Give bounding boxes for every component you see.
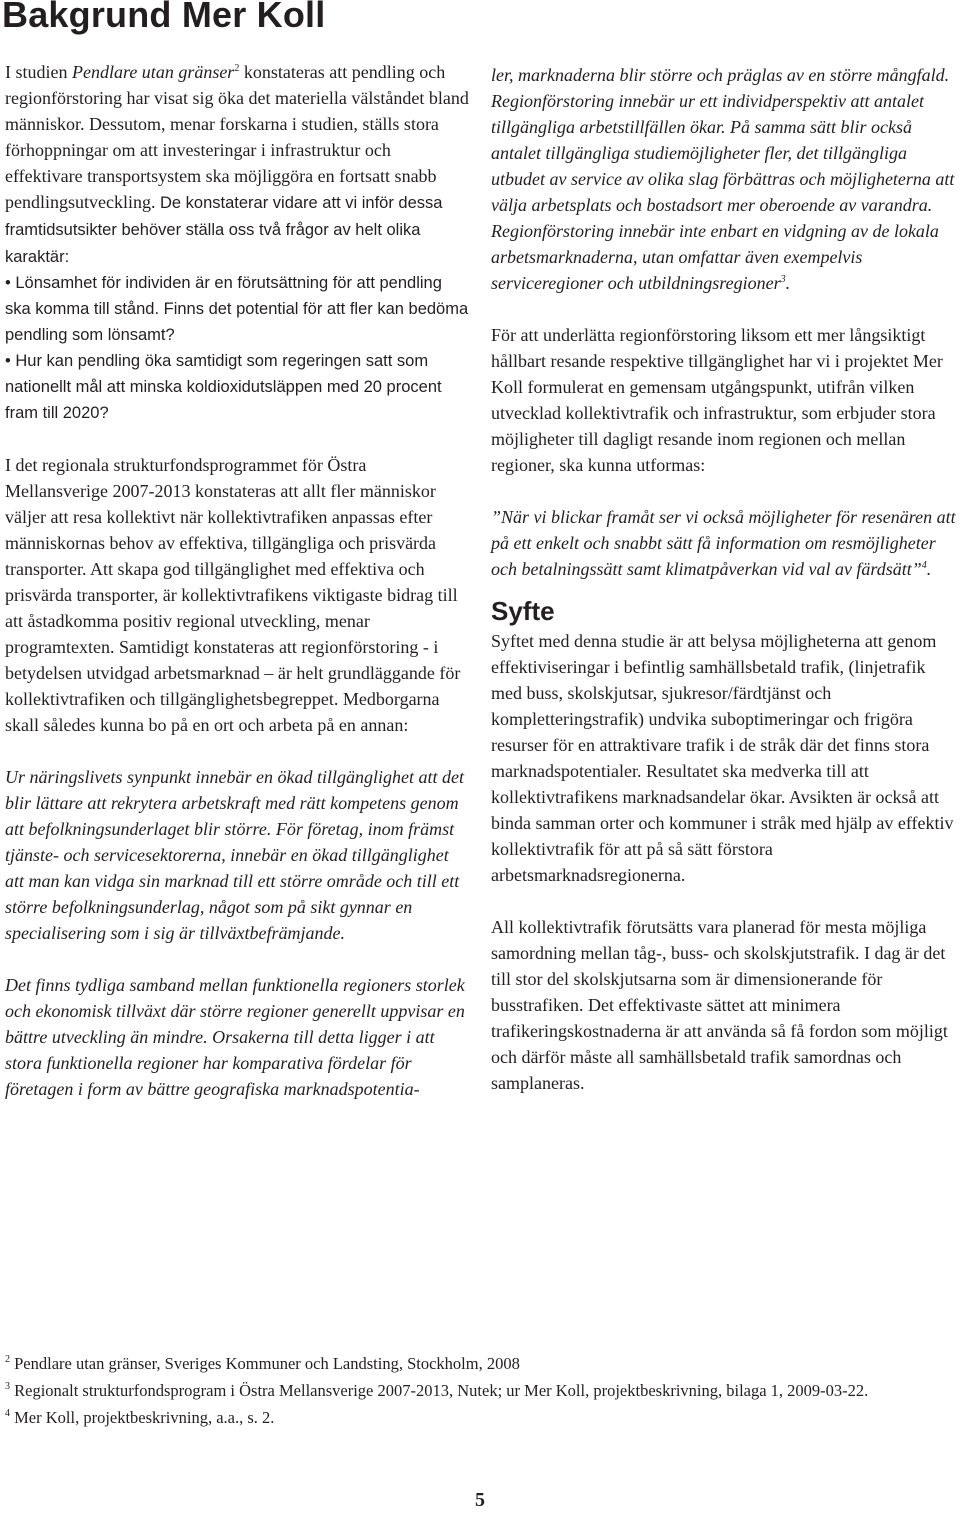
strategy-paragraph: I det regionala strukturfondsprogrammet för Östra Mellansverige 2007-2013 konstateras att allt fler människor väljer att resa kollektivt när kollektivtrafiken anpassas efter människornas behov av effektiva, tillgängliga och prisvärda transporter. Att skapa god tillgänglighet med effektiva och prisvärda transporter, är kollektivtrafikens viktigaste bidrag till att åstadkomma positiv regional utveckling, menar programtexten. Samtidigt konstateras att regionförstoring - i betydelsen utvidgad arbetsmarknad – är helt grundläggande för kollektivtrafiken och tillgänglighetsbegreppet. Medborgarna skall således kunna bo på en ort och arbeta på en annan:: [5, 455, 461, 735]
intro-paragraph: I studien Pendlare utan gränser$^2$ konstateras att pendling och regionförstoring har visat sig öka det materiella välståndet bland människor. Dessutom, menar forskarna i studien, ställs stora förhoppningar om att investeringar i infrastruktur och effektivare transportsystem ska möjliggöra en fortsatt snabb pendlingsutveckling. De konstaterar vidare att vi inför dessa framtidsutsikter behöver ställa oss två frågor av helt olika karaktär:: [5, 62, 469, 266]
footnote-ref-4[interactable]: 4: [921, 560, 927, 571]
section-heading-syfte: Syfte: [491, 596, 555, 626]
page-title: Bakgrund Mer Koll: [2, 0, 326, 35]
footnote-3: $^3$ Regionalt strukturfondsprogram i Östra Mellansverige 2007-2013, Nutek; ur Mer Koll, projektbeskrivning, bilaga 1, 2009-03-22.: [5, 1381, 869, 1400]
study-title: Pendlare utan gränser: [72, 62, 235, 82]
quote-continuation: ler, marknaderna blir större och präglas av en större mångfald. Regionförstoring innebär ur ett individperspektiv att antalet tillgängliga arbetstillfällen ökar. På samma sätt blir också antalet tillgängliga studiemöjligheter fler, det tillgängliga utbudet av service av olika slag förbättras och möjligheterna att välja arbetsplats och bostadsort mer oberoende av varandra. Regionförstoring innebär inte enbart en vidgning av de lokala arbetsmarknaderna, utan omfattar även exempelvis serviceregioner och utbildningsregioner$^3$.: [491, 65, 955, 293]
bullet-item-emissions: • Hur kan pendling öka samtidigt som regeringen satt som nationellt mål att minska koldioxidutsläppen med 20 procent fram till 2020?: [5, 352, 442, 422]
right-column: [491, 62, 957, 1096]
bullet-item-profitability: • Lönsamhet för individen är en förutsättning för att pendling ska komma till stånd. Finns det potential för att fler kan bedöma pendling som lönsamt?: [5, 274, 469, 344]
purpose-paragraph: Syftet med denna studie är att belysa möjligheterna att genom effektiviseringar i befintlig samhällsbetald trafik, (linjetrafik med buss, skolskjutsar, sjukresor/färdtjänst och kompletteringstrafik) undvika suboptimeringar och frigöra resurser för en attraktivare trafik i de stråk där det finns stora marknadspotentialer. Resultatet ska medverka till att kollektivtrafikens marknadsandelar ökar. Avsikten är också att binda samman orter och kommuner i stråk med hjälp av effektiv kollektivtrafik för att på så sätt förstora arbetsmarknadsregionerna.: [491, 631, 954, 885]
page-number: 5: [475, 1489, 485, 1511]
quote-functional-regions: Det finns tydliga samband mellan funktionella regioners storlek och ekonomisk tillväxt där större regioner generellt uppvisar en bättre utveckling än mindre. Orsakerna till detta ligger i att stora funktionella regioner har komparativa fördelar för företagen i form av bättre geografiska marknadspotentia-: [5, 975, 465, 1099]
quote-vision: ”När vi blickar framåt ser vi också möjligheter för resenären att på ett enkelt och snabbt sätt få information om resmöjligheter och betalningssätt samt klimatpåverkan vid val av färdsätt”$^4$.: [491, 507, 956, 579]
footnotes: [5, 1352, 955, 1433]
mer-koll-paragraph: För att underlätta regionförstoring liksom ett mer långsiktigt hållbart resande respektive tillgänglighet har vi i projektet Mer Koll formulerat en gemensam utgångspunkt, utifrån vilken utvecklad kollektivtrafik och infrastruktur, som erbjuder stora möjligheter till dagligt resande inom regionen och mellan regioner, ska kunna utformas:: [491, 325, 943, 475]
footnote-ref-3[interactable]: 3: [780, 274, 786, 285]
footnote-ref-2[interactable]: 2: [234, 63, 240, 74]
coordination-paragraph: All kollektivtrafik förutsätts vara planerad för mesta möjliga samordning mellan tåg-, buss- och skolskjutstrafik. I dag är det till stor del skolskjutsarna som är dimensionerande för busstrafiken. Det effektivaste sättet att minimera trafikeringskostnaderna är att använda så få fordon som möjligt och därför måste all samhällsbetald trafik samordnas och samplaneras.: [491, 917, 948, 1093]
footnote-2: $^2$ Pendlare utan gränser, Sveriges Kommuner och Landsting, Stockholm, 2008: [5, 1354, 520, 1373]
footnote-4: $^4$ Mer Koll, projektbeskrivning, a.a., s. 2.: [5, 1408, 275, 1427]
quote-business-perspective: Ur näringslivets synpunkt innebär en ökad tillgänglighet att det blir lättare att rekrytera arbetskraft med rätt kompetens genom att befolkningsunderlaget blir större. För företag, inom främst tjänste- och servicesektorerna, innebär en ökad tillgänglighet att man kan vidga sin marknad till ett större område och till ett större befolkningsunderlag, något som på sikt gynnar en specialisering som i sig är tillväxtbefrämjande.: [5, 767, 464, 943]
questions-intro: De konstaterar vidare att vi inför dessa framtidsutsikter behöver ställa oss två frågor av helt olika karaktär:: [5, 194, 443, 266]
left-column: [5, 59, 471, 1102]
